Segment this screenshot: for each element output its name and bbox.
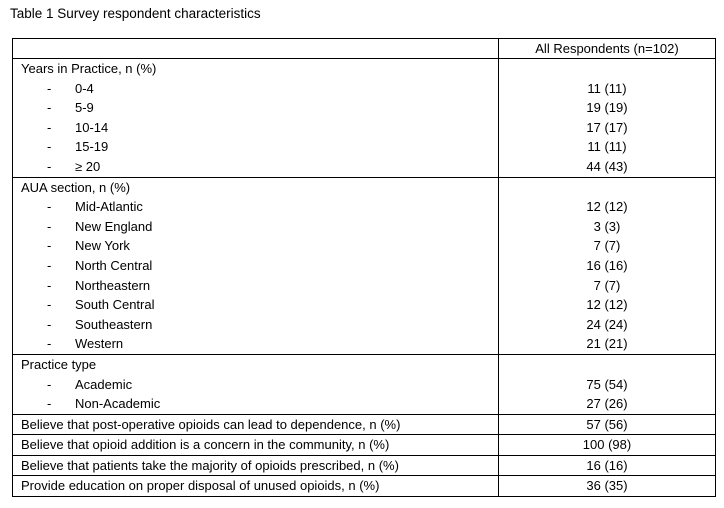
group-title-spacer <box>499 355 715 375</box>
row-value: 7 (7) <box>593 277 621 293</box>
row-label-text: South Central <box>75 297 155 313</box>
row-label <box>13 79 498 99</box>
row-value: 7 (7) <box>593 238 621 254</box>
single-value-cell <box>499 476 716 497</box>
row-label-text: Northeastern <box>75 277 151 293</box>
header-label-cell <box>13 39 499 59</box>
group-value-cell <box>499 59 716 178</box>
bullet-dash: - <box>47 336 52 352</box>
single-row-value: 57 (56) <box>586 416 628 432</box>
row-label <box>13 315 498 335</box>
row-label-text: 15-19 <box>75 139 109 155</box>
group-title-spacer <box>499 178 715 198</box>
single-row-label: Believe that patients take the majority of opioids prescribed, n (%) <box>21 457 399 473</box>
row-value: 21 (21) <box>586 336 628 352</box>
bullet-dash: - <box>47 376 52 392</box>
group-aua-section <box>13 177 716 354</box>
row-label <box>13 118 498 138</box>
row-label <box>13 375 498 395</box>
row-label-text: 0-4 <box>75 80 94 96</box>
single-label-cell <box>13 455 499 476</box>
row-label <box>13 276 498 296</box>
single-row-label: Believe that opioid addition is a concern in the community, n (%) <box>21 437 390 453</box>
single-label-cell <box>13 435 499 456</box>
single-value-cell <box>499 455 716 476</box>
row-value: 17 (17) <box>586 119 628 135</box>
group-title: Years in Practice, n (%) <box>21 61 157 76</box>
row-value: 11 (11) <box>587 139 627 155</box>
single-row-dependence <box>13 414 716 435</box>
row-label-text: Non-Academic <box>75 396 161 412</box>
bullet-dash: - <box>47 218 52 234</box>
bullet-dash: - <box>47 297 52 313</box>
single-label-cell <box>13 414 499 435</box>
row-value: 19 (19) <box>586 100 628 116</box>
header-column-cell <box>499 39 716 59</box>
row-value: 11 (11) <box>587 80 627 96</box>
row-value: 27 (26) <box>586 396 628 412</box>
group-practice-type <box>13 354 716 414</box>
single-row-disposal-education <box>13 476 716 497</box>
bullet-dash: - <box>47 158 52 174</box>
row-label-text: Mid-Atlantic <box>75 199 143 215</box>
row-label <box>13 197 498 217</box>
single-row-community-concern <box>13 435 716 456</box>
row-value: 12 (12) <box>586 199 628 215</box>
row-label-text: Western <box>75 336 124 352</box>
bullet-dash: - <box>47 119 52 135</box>
row-value: 44 (43) <box>586 158 628 174</box>
header-row <box>13 39 716 59</box>
bullet-dash: - <box>47 199 52 215</box>
group-years-in-practice <box>13 59 716 178</box>
row-label-text: New England <box>75 218 153 234</box>
row-label-text: 5-9 <box>75 100 94 116</box>
single-value-cell <box>499 414 716 435</box>
row-label <box>13 157 498 177</box>
survey-table <box>12 38 716 497</box>
group-label-cell <box>13 59 499 178</box>
bullet-dash: - <box>47 80 52 96</box>
bullet-dash: - <box>47 139 52 155</box>
single-row-value: 16 (16) <box>586 457 628 473</box>
row-label-text: North Central <box>75 257 153 273</box>
row-value: 24 (24) <box>586 316 628 332</box>
table-caption: Table 1 Survey respondent characteristics <box>10 6 261 21</box>
bullet-dash: - <box>47 100 52 116</box>
row-value: 12 (12) <box>586 297 628 313</box>
row-label <box>13 334 498 354</box>
row-label-text: Southeastern <box>75 316 153 332</box>
row-label <box>13 98 498 118</box>
group-label-cell <box>13 354 499 414</box>
group-title: AUA section, n (%) <box>21 179 131 195</box>
bullet-dash: - <box>47 316 52 332</box>
column-header: All Respondents (n=102) <box>535 41 679 56</box>
group-value-cell <box>499 354 716 414</box>
bullet-dash: - <box>47 257 52 273</box>
group-title: Practice type <box>21 356 97 372</box>
header-label <box>13 39 498 58</box>
single-row-label: Believe that post-operative opioids can lead to dependence, n (%) <box>21 416 401 432</box>
row-label-text: ≥ 20 <box>75 158 101 174</box>
single-row-value: 100 (98) <box>582 437 632 453</box>
group-title-spacer <box>499 59 715 79</box>
row-value: 3 (3) <box>593 218 621 234</box>
single-value-cell <box>499 435 716 456</box>
single-label-cell <box>13 476 499 497</box>
row-label-text: Academic <box>75 376 133 392</box>
row-label <box>13 256 498 276</box>
row-value: 16 (16) <box>586 257 628 273</box>
bullet-dash: - <box>47 277 52 293</box>
row-label <box>13 295 498 315</box>
group-label-cell <box>13 177 499 354</box>
bullet-dash: - <box>47 396 52 412</box>
row-label-text: New York <box>75 238 130 254</box>
row-label <box>13 236 498 256</box>
single-row-majority-taken <box>13 455 716 476</box>
single-row-value: 36 (35) <box>586 478 628 494</box>
row-value: 75 (54) <box>586 376 628 392</box>
row-label <box>13 217 498 237</box>
row-label <box>13 137 498 157</box>
group-value-cell <box>499 177 716 354</box>
single-row-label: Provide education on proper disposal of unused opioids, n (%) <box>21 478 380 494</box>
row-label <box>13 394 498 414</box>
bullet-dash: - <box>47 238 52 254</box>
row-label-text: 10-14 <box>75 119 109 135</box>
